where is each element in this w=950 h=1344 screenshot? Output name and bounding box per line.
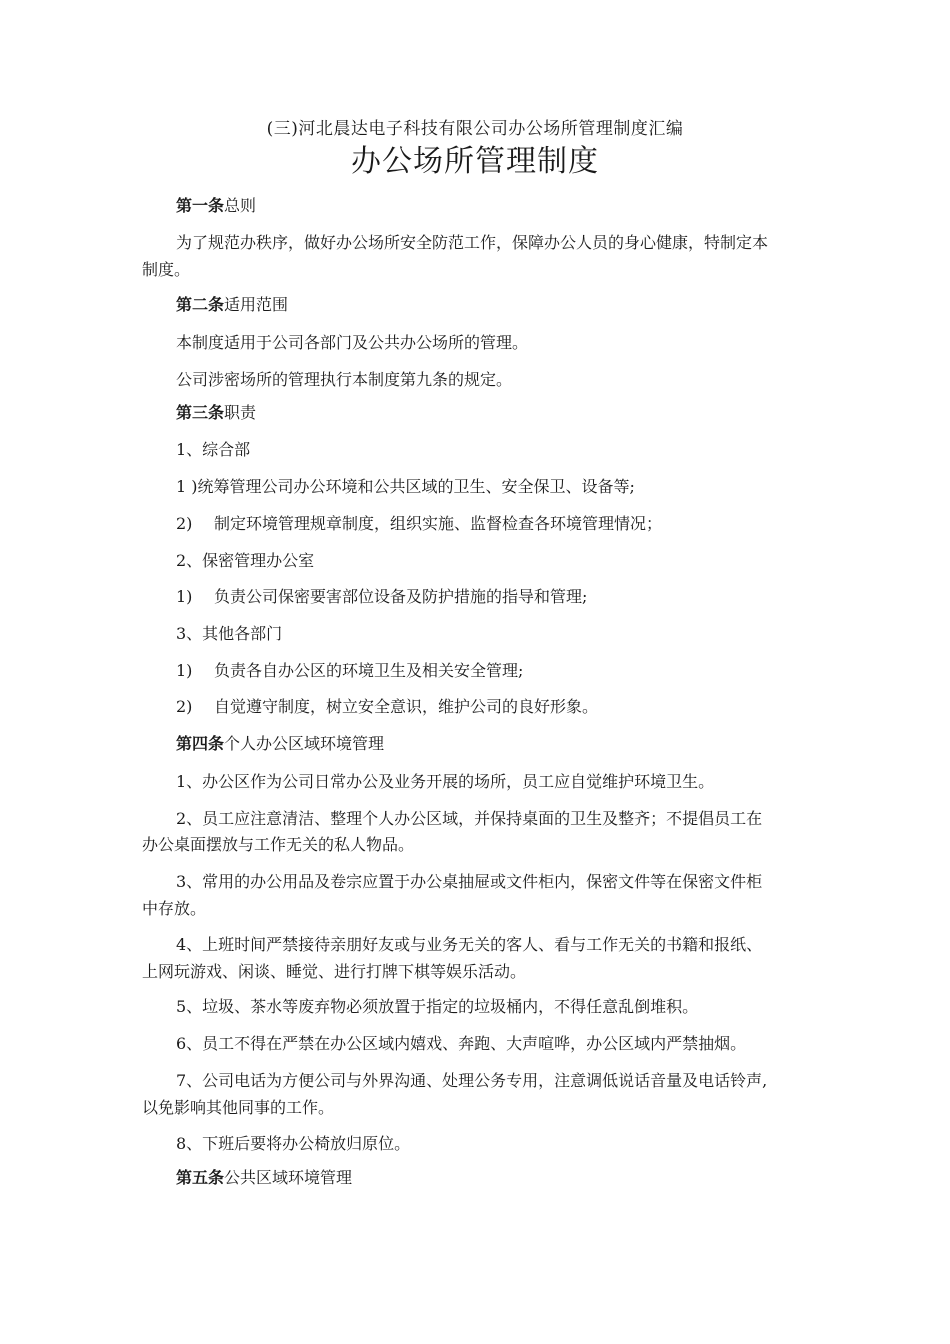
paragraph-line: 8、下班后要将办公椅放归原位。 bbox=[176, 1134, 411, 1153]
article-label: 第四条 bbox=[176, 734, 225, 753]
article-title: 公共区域环境管理 bbox=[224, 1168, 353, 1187]
list-item bbox=[176, 510, 846, 538]
list-text: 负责各自办公区的环境卫生及相关安全管理; bbox=[214, 661, 524, 680]
section-line: 2、保密管理办公室 bbox=[176, 551, 315, 570]
list-number: 2) bbox=[176, 514, 193, 533]
paragraph-line: 7、公司电话为方便公司与外界沟通、处理公务专用，注意调低说话音量及电话铃声, bbox=[176, 1071, 768, 1090]
list-item bbox=[176, 583, 846, 611]
paragraph-line: 以免影响其他同事的工作。 bbox=[142, 1098, 335, 1117]
document-title: 办公场所管理制度 bbox=[351, 144, 599, 179]
document-subtitle: (三)河北晨达电子科技有限公司办公场所管理制度汇编 bbox=[266, 119, 684, 139]
paragraph-line: 5、垃圾、茶水等废弃物必须放置于指定的垃圾桶内，不得任意乱倒堆积。 bbox=[176, 997, 699, 1016]
article-title: 总则 bbox=[224, 196, 257, 215]
article-3-heading bbox=[176, 399, 846, 427]
list-item bbox=[176, 693, 846, 721]
list-text: 自觉遵守制度，树立安全意识，维护公司的良好形象。 bbox=[214, 697, 599, 716]
list-item: 1 )统筹管理公司办公环境和公共区域的卫生、安全保卫、设备等; bbox=[176, 477, 635, 496]
paragraph-line: 4、上班时间严禁接待亲朋好友或与业务无关的客人、看与工作无关的书籍和报纸、 bbox=[176, 935, 763, 954]
paragraph-line: 3、常用的办公用品及卷宗应置于办公桌抽屉或文件柜内，保密文件等在保密文件柜 bbox=[176, 872, 763, 891]
section-line: 1、综合部 bbox=[176, 440, 251, 459]
list-text: 负责公司保密要害部位设备及防护措施的指导和管理; bbox=[214, 587, 588, 606]
section-line: 3、其他各部门 bbox=[176, 624, 283, 643]
article-title: 个人办公区域环境管理 bbox=[224, 734, 385, 753]
article-4-heading bbox=[176, 730, 846, 758]
article-label: 第五条 bbox=[176, 1168, 225, 1187]
paragraph-line: 为了规范办秩序，做好办公场所安全防范工作，保障办公人员的身心健康，特制定本 bbox=[176, 233, 769, 252]
paragraph-line: 1、办公区作为公司日常办公及业务开展的场所，员工应自觉维护环境卫生。 bbox=[176, 772, 715, 791]
paragraph-line: 制度。 bbox=[142, 260, 191, 279]
article-title: 适用范围 bbox=[224, 295, 289, 314]
article-2-heading bbox=[176, 291, 846, 319]
list-text: 制定环境管理规章制度，组织实施、监督检查各环境管理情况； bbox=[214, 514, 663, 533]
paragraph-line: 本制度适用于公司各部门及公共办公场所的管理。 bbox=[176, 333, 529, 352]
paragraph-line: 上网玩游戏、闲谈、睡觉、进行打牌下棋等娱乐活动。 bbox=[142, 962, 527, 981]
list-number: 1) bbox=[176, 587, 193, 606]
list-item bbox=[176, 657, 846, 685]
paragraph-line: 2、员工应注意清洁、整理个人办公区域，并保持桌面的卫生及整齐；不提倡员工在 bbox=[176, 809, 763, 828]
paragraph-line: 办公桌面摆放与工作无关的私人物品。 bbox=[142, 835, 415, 854]
article-label: 第三条 bbox=[176, 403, 225, 422]
list-number: 2) bbox=[176, 697, 193, 716]
article-5-heading bbox=[176, 1164, 846, 1192]
article-1-heading bbox=[176, 192, 846, 220]
paragraph-line: 中存放。 bbox=[142, 899, 207, 918]
paragraph-line: 6、员工不得在严禁在办公区域内嬉戏、奔跑、大声喧哗，办公区域内严禁抽烟。 bbox=[176, 1034, 747, 1053]
paragraph-line: 公司涉密场所的管理执行本制度第九条的规定。 bbox=[176, 370, 513, 389]
article-label: 第二条 bbox=[176, 295, 225, 314]
article-label: 第一条 bbox=[176, 196, 225, 215]
article-title: 职责 bbox=[224, 403, 257, 422]
list-number: 1) bbox=[176, 661, 193, 680]
